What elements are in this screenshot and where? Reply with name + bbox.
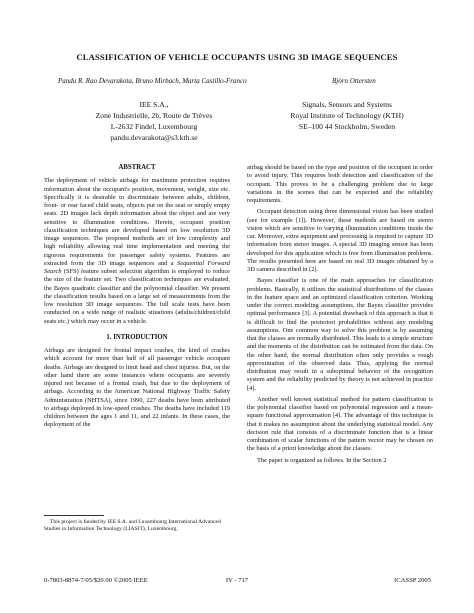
authors-left: Pandu R. Rao Devarakota, Bruno Mirbach, Marta Castillo-Franco [58,77,247,85]
affiliation-line: IEE S.A., [139,100,169,109]
affiliation-line: Royal Institute of Technology (KTH) [290,111,404,120]
paper-title: CLASSIFICATION OF VEHICLE OCCUPANTS USING 3D IMAGE SEQUENCES [76,52,398,62]
author-email: pandu.devarakota@s3.kth.se [110,133,198,142]
affiliation-line: L-2632 Findel, Luxembourg [110,122,198,131]
footer-page-number: IV - 717 [225,577,249,584]
footer-copyright: 0-7803-8874-7/05/$20.00 ©2005 IEEE [44,577,148,584]
affiliation-line: Signals, Sensors and Systems [302,100,392,109]
left-column [44,164,230,433]
footer-venue: ICASSP 2005 [394,577,431,584]
abstract-italic-term: Sequential Forward Search [44,259,230,275]
abstract-text-part: (SFS) feature subset selection algorithm is employed to reduce the size of the feature set. Two classification techniques are evaluated, the Bayes quadratic classifier and the polynomial classifier. We present the classification results based on a large set of measurements from the low resolution 3D image sequences. The full scale tests have been conducted on a wide range of realistic situations (adults/children/child seats etc.) which may occur in a vehicle. [44,268,230,325]
footnote: This project is funded by IEE S.A. and Luxembourg International Advanced Studies in Information Technology (LIASIT), Luxembourg. [44,519,221,532]
body-paragraph: Occupant detection using three dimensional vision has been studied (see for example [1]). However, these methods are based on stereo vision which are sensitive to varying illumination conditions inside the car. Moreover, extra equipment and processing is required to capture 3D information from stereo images. A special 3D imaging sensor has been developed for this application which is free from illumination problems. The results presented here are based on real 3D images obtained by a 3D camera described in [2]. [247,208,433,273]
body-paragraph: Bayes classifier is one of the main approaches for classification problems. Basically, it utilizes the statistical distributions of the classes in the feature space and an optimized classification criterion. Working under the correct modeling assumptions, the Bayes classifier provides optimal performance [3]. A potential drawback of this approach is that it is difficult to find the posteriori probabilities without any modeling assumptions. One common way to solve this problem is by assuming that the classes are normally distributed. This leads to a simple structure and the moments of the distribution can be estimated from the data. On the other hand, the normal distribution often only provides a rough approximation of the observed data. Thus, applying the normal distribution may result in a suboptimal behavior of the recognition system and the reliability predicted by theory is not achieved in practice [4]. [247,277,433,392]
affiliation-kth [268,99,426,132]
right-column [247,164,433,468]
affiliation-iee [80,99,228,143]
footnote-rule [44,515,104,516]
body-paragraph: The paper is organized as follows. In the Section 2 [257,456,387,464]
body-paragraph: Another well known statistical method for pattern classification is the polynomial classifier based on polynomial regression and a mean-square functional approximation [4]. The advantage of this technique is that it makes no assumption about the underlying statistical model. Any decision rule that consists of a discriminate function that is a linear combination of scalar functions of the pattern vector may be chosen on the basis of a priori knowledge about the classes. [247,395,433,453]
abstract-text [44,177,230,326]
affiliation-line: SE–100 44 Stockholm, Sweden [298,122,396,131]
abstract-text-part: The deployment of vehicle airbags for maximum protection requires information about the occupant's position, movement, weight, size etc. Specifically it is desirable to discriminate between adults, children, front- or rear faced child seats, objects put on the seat or simply empty seats. 2D images lack depth information about the object and are very sensitive to illumination conditions. Herein, occupant position classification techniques are developed based on low resolution 3D image sequences. The proposed methods are of low complexity and high reliability allowing real time implementation and meeting the rigorous requirements for passenger safety systems. Features are extracted from the 3D image sequences and a [44,177,230,267]
abstract-heading: ABSTRACT [118,164,156,171]
body-paragraph: airbag should be based on the type and position of the occupant in order to avoid injury. This requires both detection and classification of the occupant. This proves to be a challenging problem due to large variations in the scenes that can be expected and the reliability requirements. [247,164,433,204]
affiliation-line: Zone Industrielle, 2b, Route de Trèves [95,111,213,120]
section-heading-introduction: 1. INTRODUCTION [106,333,168,341]
intro-paragraph: Airbags are designed for frontal impact crashes, the kind of crashes which account for more than half of all passenger vehicle occupant deaths. Airbags are designed to limit head and chest injuries. But, on the other hand there are some instances where occupants are severely injured not because of a frontal crash, but due to the deployment of airbags. According to the American National Highway Traffic Safety Administration (NHTSA), since 1990, 227 deaths have been attributed to airbags deployed in low-speed crashes. The deaths have included 119 children between the ages 1 and 11, and 22 infants. In these cases, the deployment of the [44,347,230,429]
authors-right: Björn Ottersten [332,77,376,85]
